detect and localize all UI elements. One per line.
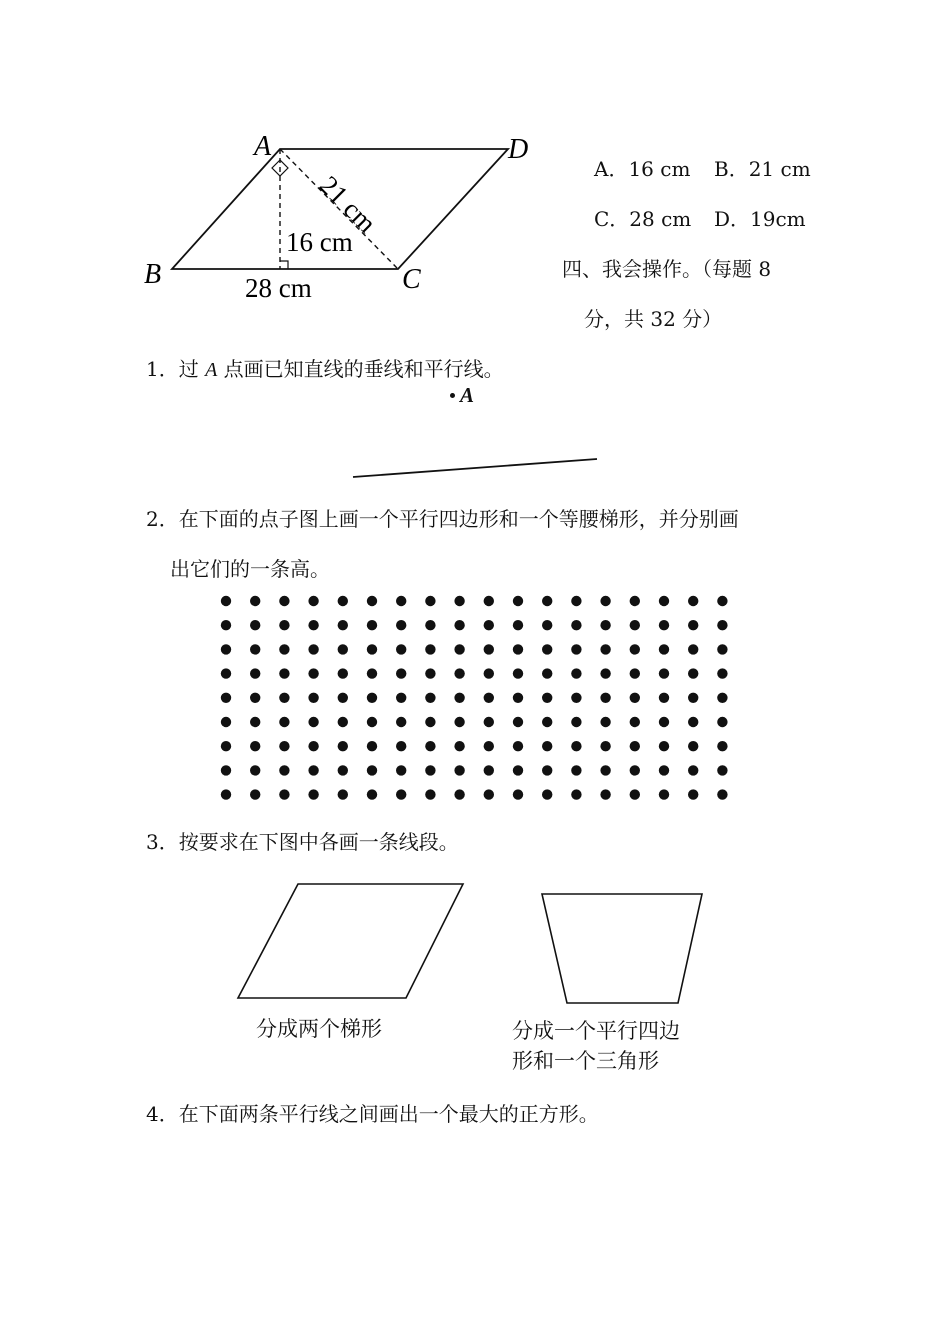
grid-dot [600,717,610,727]
grid-dot [425,596,435,606]
grid-dot [571,789,581,799]
grid-dot [542,789,552,799]
grid-dot [659,789,669,799]
section-heading-line1: 四、我会操作。（每题 8 [562,257,772,281]
grid-dot [717,596,727,606]
grid-dot [454,620,464,630]
grid-dot [630,668,640,678]
grid-dot [600,789,610,799]
grid-dot [630,717,640,727]
grid-dot [542,693,552,703]
grid-dot [308,693,318,703]
grid-dot [396,668,406,678]
grid-dot [542,765,552,775]
grid-dot [338,693,348,703]
grid-dot [396,693,406,703]
grid-dot [630,765,640,775]
grid-dot [250,668,260,678]
grid-dot [396,741,406,751]
grid-dot [425,693,435,703]
grid-dot [688,693,698,703]
grid-dot [630,620,640,630]
grid-dot [659,620,669,630]
right-angle-mark-foot [280,261,288,269]
grid-dot [454,789,464,799]
grid-dot [688,620,698,630]
grid-dot [454,693,464,703]
grid-dot [659,644,669,654]
height-length-label: 16 cm [286,227,353,257]
grid-dot [250,596,260,606]
grid-dot [513,789,523,799]
grid-dot [688,741,698,751]
grid-dot [367,693,377,703]
base-length-label: 28 cm [245,273,312,303]
grid-dot [571,741,581,751]
question-1-text [146,353,504,382]
grid-dot [542,741,552,751]
grid-dot [454,668,464,678]
grid-dot [513,741,523,751]
grid-dot [367,620,377,630]
grid-dot [308,717,318,727]
caption-right-line2: 形和一个三角形 [512,1049,659,1073]
grid-dot [367,596,377,606]
grid-dot [425,717,435,727]
grid-dot [279,789,289,799]
grid-dot [513,693,523,703]
grid-dot [600,596,610,606]
grid-dot [600,693,610,703]
grid-dot [279,620,289,630]
grid-dot [717,693,727,703]
caption-right [512,1016,680,1076]
grid-dot [484,668,494,678]
dot-grid [215,590,735,800]
grid-dot [367,644,377,654]
caption-left: 分成两个梯形 [256,1017,382,1041]
grid-dot [717,620,727,630]
option-b: B．21 cm [714,157,811,181]
grid-dot [279,741,289,751]
grid-dot [308,741,318,751]
grid-dot [571,693,581,703]
grid-dot [717,765,727,775]
grid-dot [484,741,494,751]
grid-dot [600,620,610,630]
grid-dot [659,741,669,751]
grid-dot [221,765,231,775]
section-heading-line2: 分，共 32 分） [584,307,723,331]
grid-dot [600,765,610,775]
grid-dot [630,596,640,606]
grid-dot [367,717,377,727]
grid-dot [688,789,698,799]
grid-dot [338,765,348,775]
grid-dot [513,668,523,678]
diagonal-length-label: 21 cm [313,170,383,239]
grid-dot [338,741,348,751]
trapezoid-shape [535,886,710,1011]
point-a-dot [450,393,455,398]
grid-dot [250,644,260,654]
vertex-label-b: B [144,259,162,290]
grid-dot [367,765,377,775]
given-line-figure [340,450,610,485]
grid-dot [308,644,318,654]
option-a: A．16 cm [594,157,691,181]
grid-dot [308,789,318,799]
grid-dot [630,789,640,799]
grid-dot [717,717,727,727]
grid-dot [221,693,231,703]
grid-dot [513,596,523,606]
grid-dot [279,668,289,678]
grid-dot [221,668,231,678]
grid-dot [630,693,640,703]
grid-dot [250,765,260,775]
grid-dot [659,596,669,606]
grid-dot [659,668,669,678]
grid-dot [717,668,727,678]
question-1-point-var: A [205,359,218,381]
question-2-text-line2: 出它们的一条高。 [170,557,330,581]
grid-dot [221,717,231,727]
grid-dot [221,620,231,630]
grid-dot [308,596,318,606]
grid-dot [717,644,727,654]
grid-dot [221,644,231,654]
grid-dot [571,717,581,727]
grid-dot [484,765,494,775]
grid-dot [308,620,318,630]
grid-dot [688,644,698,654]
grid-dot [659,693,669,703]
grid-dot [221,741,231,751]
grid-dot [688,668,698,678]
grid-dot [542,620,552,630]
grid-dot [542,717,552,727]
grid-dot [221,789,231,799]
trapezoid-shape-outline [542,894,702,1003]
grid-dot [279,765,289,775]
grid-dot [221,596,231,606]
question-2-text-line1: 2．在下面的点子图上画一个平行四边形和一个等腰梯形，并分别画 [146,507,739,531]
parallelogram-figure [130,125,550,310]
caption-right-line1: 分成一个平行四边 [512,1019,680,1043]
vertex-label-d: D [508,134,529,165]
grid-dot [425,620,435,630]
grid-dot [425,765,435,775]
grid-dot [250,789,260,799]
grid-dot [484,596,494,606]
grid-dot [659,717,669,727]
grid-dot [367,741,377,751]
grid-dot [308,765,318,775]
grid-dot [542,668,552,678]
given-straight-line [353,459,597,477]
grid-dot [542,644,552,654]
grid-dot [338,620,348,630]
grid-dot [484,644,494,654]
grid-dot [717,789,727,799]
grid-dot [250,741,260,751]
grid-dot [542,596,552,606]
grid-dot [396,620,406,630]
grid-dot [600,644,610,654]
grid-dot [454,644,464,654]
question-4-text: 4．在下面两条平行线之间画出一个最大的正方形。 [146,1102,599,1126]
grid-dot [338,668,348,678]
grid-dot [513,620,523,630]
question-1-suffix: 点画已知直线的垂线和平行线。 [217,357,504,381]
grid-dot [454,596,464,606]
grid-dot [367,668,377,678]
option-d: D．19cm [714,207,806,231]
grid-dot [396,644,406,654]
grid-dot [367,789,377,799]
grid-dot [688,765,698,775]
grid-dot [338,717,348,727]
grid-dot [688,596,698,606]
parallelogram-shape [230,876,470,1006]
grid-dot [279,644,289,654]
grid-dot [250,620,260,630]
point-a-label: A [460,383,475,407]
grid-dot [396,717,406,727]
grid-dot [659,765,669,775]
grid-dot [600,668,610,678]
grid-dot [484,717,494,727]
grid-dot [396,596,406,606]
grid-dot [279,717,289,727]
grid-dot [571,620,581,630]
grid-dot [571,596,581,606]
grid-dot [484,693,494,703]
grid-dot [250,717,260,727]
grid-dot [338,789,348,799]
vertex-label-a: A [254,131,272,162]
vertex-label-c: C [402,264,421,295]
grid-dot [571,765,581,775]
question-3-text: 3．按要求在下图中各画一条线段。 [146,830,459,854]
grid-dot [425,644,435,654]
grid-dot [513,717,523,727]
grid-dot [338,596,348,606]
grid-dot [425,789,435,799]
grid-dot [454,741,464,751]
grid-dot [425,668,435,678]
parallelogram-shape-outline [238,884,463,998]
grid-dot [308,668,318,678]
grid-dot [717,741,727,751]
grid-dot [425,741,435,751]
question-1-prefix: 1．过 [146,357,206,381]
grid-dot [513,644,523,654]
grid-dot [688,717,698,727]
grid-dot [454,717,464,727]
grid-dot [396,765,406,775]
grid-dot [571,668,581,678]
grid-dot [513,765,523,775]
option-c: C．28 cm [594,207,692,231]
grid-dot [630,741,640,751]
grid-dot [396,789,406,799]
grid-dot [279,693,289,703]
grid-dot [484,789,494,799]
grid-dot [250,693,260,703]
grid-dot [338,644,348,654]
grid-dot [630,644,640,654]
grid-dot [571,644,581,654]
grid-dot [484,620,494,630]
grid-dot [454,765,464,775]
grid-dot [600,741,610,751]
grid-dot [279,596,289,606]
